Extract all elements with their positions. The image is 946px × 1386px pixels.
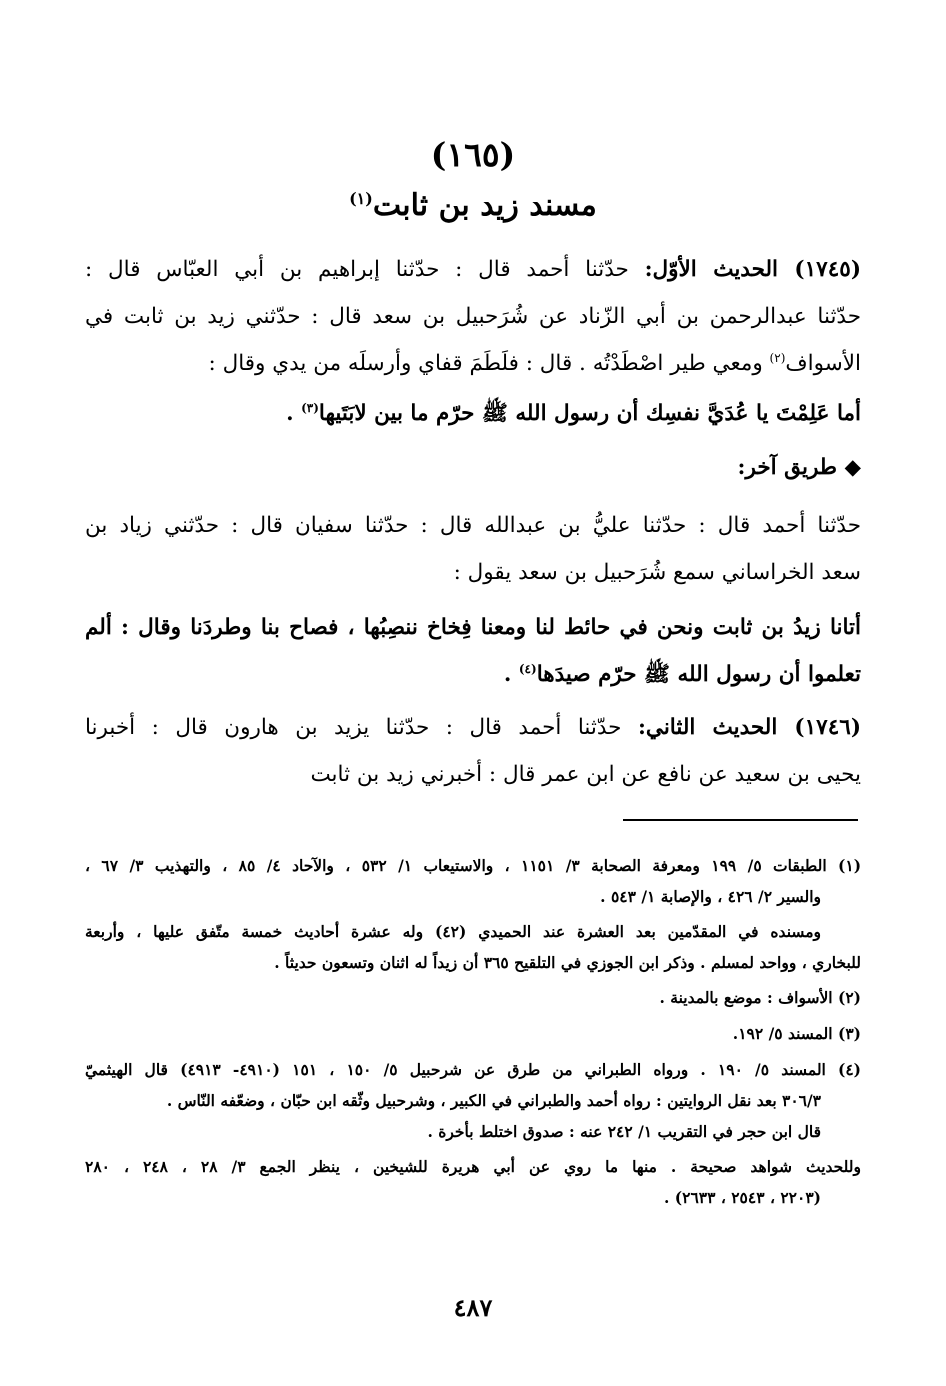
text-line: حدّثنا أحمد قال : حدّثنا عليُّ بن عبدالله قال : حدّثنا سفيان قال : حدّثني زياد بن: [85, 513, 861, 538]
footnote-ref: (٣): [301, 400, 319, 415]
text-line: حدّثنا عبدالرحمن بن أبي الزّناد عن شُرَحبيل بن سعد قال : حدّثني زيد بن ثابت في: [85, 304, 861, 329]
footnote-separator: [623, 819, 858, 821]
chapter-number: (١٦٥): [430, 135, 516, 174]
hadith-text: حدّثنا أحمد قال : حدّثنا إبراهيم بن أبي العبّاس قال :: [85, 257, 629, 282]
footnotes: [85, 850, 861, 1213]
hadith-1: [85, 246, 861, 387]
footnote-line: (٢٢٠٣ ، ٢٥٤٣ ، ٢٦٣٣) .: [663, 1188, 821, 1207]
alt-route-quote: [85, 604, 861, 698]
chapter-title: [0, 188, 946, 223]
page-number: ٤٨٧: [453, 1293, 493, 1322]
hadith-1-quote: [121, 390, 861, 437]
text-line: [85, 340, 861, 387]
section-heading: ◆ طريق آخر:: [737, 455, 861, 480]
footnote-line: ومسنده في المقدّمين بعد العشرة عند الحميدي (٤٢) وله عشرة أحاديث خمسة متّفق عليها ، وأربعة: [85, 922, 821, 941]
text-line: سعد الخراساني سمع شُرَحبيل بن سعد يقول :: [453, 560, 861, 585]
text-line: [85, 246, 861, 293]
text-line: يحيى بن سعيد عن نافع عن ابن عمر قال : أخبرني زيد بن ثابت: [310, 762, 861, 787]
hadith-text: حدّثنا أحمد قال : حدّثنا يزيد بن هارون قال : أخبرنا: [85, 715, 622, 740]
hadith-label: (١٧٤٥) الحديث الأوّل:: [644, 257, 861, 282]
text-line: [121, 390, 861, 437]
alt-route-chain: [85, 502, 861, 596]
footnote-line: للبخاري ، وواحد لمسلم . وذكر ابن الجوزي في التلقيح ٣٦٥ أن زيداً له اثنان وتسعون حديثاً .: [274, 953, 861, 972]
quote-text: تعلموا أن رسول الله ﷺ حرّم صيدَها: [536, 662, 861, 687]
chapter-title-text: مسند زيد بن ثابت: [372, 188, 597, 223]
footnote-line: ٣٠٦/٣ بعد نقل الروايتين : رواه أحمد والطبراني في الكبير ، وشرحبيل وثّقه ابن حبّان ، وضعّفه النّاس .: [166, 1091, 821, 1110]
text-line: [85, 651, 861, 698]
text-line: [85, 704, 861, 751]
footnote-line: والسير ٢/ ٤٢٦ ، والإصابة ١/ ٥٤٣ .: [600, 887, 821, 906]
footnote-ref: (١): [349, 189, 373, 208]
footnote-line: (١) الطبقات ٥/ ١٩٩ ومعرفة الصحابة ٣/ ١١٥١ ، والاستيعاب ١/ ٥٣٢ ، والآحاد ٤/ ٨٥ ، والتهذيب ٣/ ٦٧ ،: [85, 856, 861, 875]
footnote-ref: (٢): [769, 350, 786, 365]
hadith-2: [85, 704, 861, 798]
footnote-ref: (٤): [518, 661, 537, 676]
hadith-text: ومعي طير اصْطَدْتُه . قال : فلَطَمَ قفاي وأرسلَه من يدي وقال :: [208, 351, 770, 376]
hadith-label: (١٧٤٦) الحديث الثاني:: [637, 715, 861, 740]
text-line: أتانا زيدُ بن ثابت ونحن في حائط لنا ومعنا فِخاخ ننصِبُها ، فصاح بنا وطردَنا وقال : ألم: [85, 615, 861, 640]
quote-text: أما عَلِمْتَ يا عُدَيَّ نفسِك أن رسول الله ﷺ حرّم ما بين لابَتَيها: [318, 401, 861, 426]
alt-route-heading: [85, 444, 861, 491]
hadith-text: الأسواف: [785, 351, 861, 376]
footnote-line: (٣) المسند ٥/ ١٩٢.: [732, 1024, 861, 1043]
quote-text: .: [286, 401, 302, 426]
quote-text: .: [503, 662, 519, 687]
footnote-line: قال ابن حجر في التقريب ١/ ٢٤٢ عنه : صدوق اختلط بأخرة .: [427, 1122, 821, 1141]
footnote-line: (٢) الأسواف : موضع بالمدينة .: [659, 988, 861, 1007]
footnote-line: وللحديث شواهد صحيحة . منها ما روي عن أبي هريرة للشيخين ، ينظر الجمع ٣/ ٢٨ ، ٢٤٨ ، ٢٨٠: [85, 1157, 861, 1176]
footnote-line: (٤) المسند ٥/ ١٩٠ . ورواه الطبراني من طرق عن شرحبيل ٥/ ١٥٠ ، ١٥١ (٤٩١٠- ٤٩١٣) قال الهيثميّ: [85, 1060, 861, 1079]
